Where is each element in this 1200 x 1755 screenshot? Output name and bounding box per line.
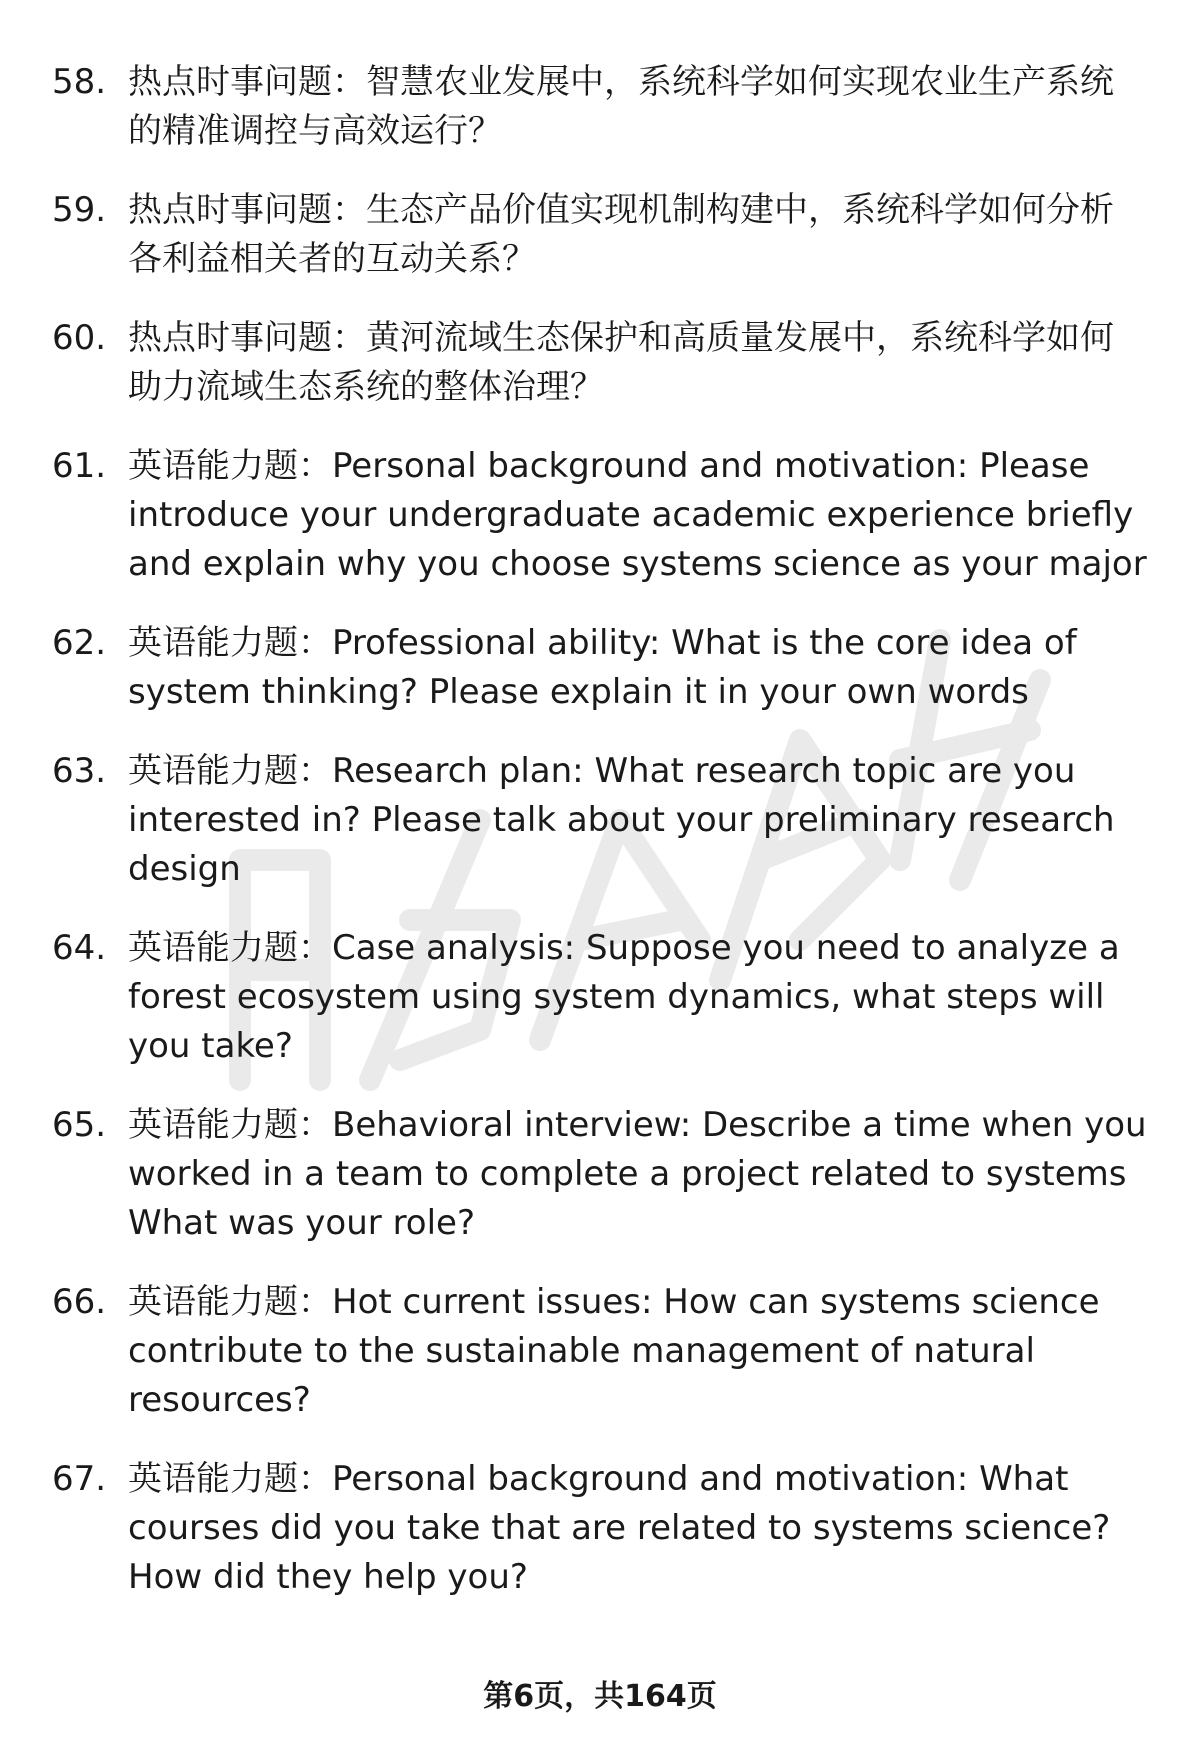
question-category: 热点时事问题： [128,190,366,230]
question-body [128,314,1147,412]
question-text: 生态产品价值实现机制构建中，系统科学如何分析各利益相关者的互动关系？ [128,190,1114,279]
question-category: 热点时事问题： [128,62,366,102]
list-item [52,747,1147,894]
question-body [128,58,1147,156]
question-number: 62. [52,623,107,663]
question-category: 英语能力题： [128,1105,332,1145]
page-number-footer: 第6页，共164页 [483,1679,717,1714]
list-item [52,442,1147,589]
question-body [128,1455,1147,1602]
list-item [52,1101,1147,1248]
question-body [128,442,1147,589]
list-item [52,1278,1147,1425]
question-text: Behavioral interview: Describe a time when you worked in a team to complete a project related to systems What was your role? [128,1105,1147,1243]
question-number: 64. [52,928,107,968]
question-number: 65. [52,1105,107,1145]
question-number: 58. [52,62,107,102]
question-body [128,619,1147,717]
list-item [52,619,1147,717]
list-item [52,314,1147,412]
question-text: 智慧农业发展中，系统科学如何实现农业生产系统的精准调控与高效运行？ [128,62,1114,151]
question-number: 60. [52,318,107,358]
question-category: 英语能力题： [128,928,332,968]
question-list [52,58,1147,1632]
question-number: 67. [52,1459,107,1499]
question-text: Hot current issues: How can systems science contribute to the sustainable management of natural resources? [128,1282,1100,1420]
question-number: 61. [52,446,107,486]
list-item [52,186,1147,284]
question-text: Professional ability: What is the core idea of system thinking? Please explain it in your own words [128,623,1077,712]
question-category: 英语能力题： [128,623,332,663]
list-item [52,924,1147,1071]
question-text: Case analysis: Suppose you need to analyze a forest ecosystem using system dynamics, what steps will you take? [128,928,1120,1066]
list-item [52,1455,1147,1602]
question-body [128,186,1147,284]
question-number: 59. [52,190,107,230]
question-number: 63. [52,751,107,791]
question-category: 热点时事问题： [128,318,366,358]
question-body [128,924,1147,1071]
question-number: 66. [52,1282,107,1322]
question-body [128,747,1147,894]
question-body [128,1278,1147,1425]
question-category: 英语能力题： [128,446,332,486]
question-text: Personal background and motivation: Please introduce your undergraduate academic experience briefly and explain why you choose systems science as your major [128,446,1147,584]
question-text: 黄河流域生态保护和高质量发展中，系统科学如何助力流域生态系统的整体治理？ [128,318,1114,407]
question-text: Personal background and motivation: What courses did you take that are related to systems science? How did they help you? [128,1459,1111,1597]
question-category: 英语能力题： [128,751,332,791]
question-category: 英语能力题： [128,1459,332,1499]
question-text: Research plan: What research topic are you interested in? Please talk about your preliminary research design [128,751,1115,889]
list-item [52,58,1147,156]
question-body [128,1101,1147,1248]
question-category: 英语能力题： [128,1282,332,1322]
